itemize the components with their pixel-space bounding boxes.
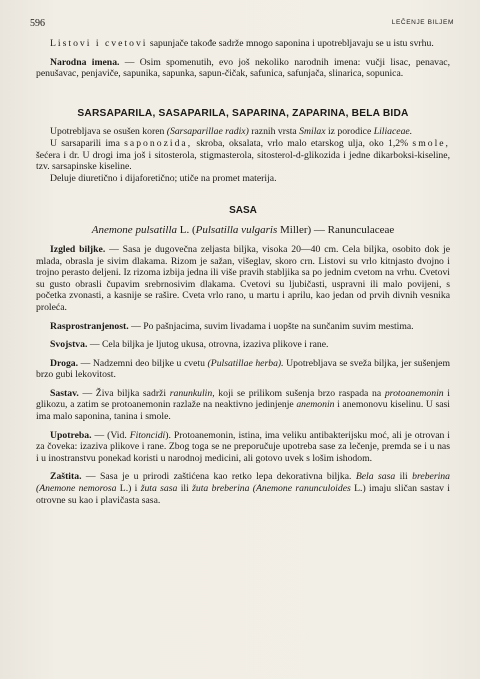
latin-term: (Sarsaparillae radix)	[166, 126, 249, 138]
protection-paragraph	[36, 471, 450, 506]
latin-term: Bela sasa	[355, 471, 396, 483]
folk-names-paragraph	[36, 57, 450, 80]
intro-paragraph	[36, 38, 450, 50]
latin-term: Liliaceae.	[373, 126, 413, 138]
sarsaparila-effect-paragraph: Deluje diuretično i dijaforetično; utiče na promet materija.	[50, 172, 277, 184]
paragraph-text: — Osim spomenutih, evo još nekoliko narodnih imena: vučji lisac, penavac, penušavac, penjaviče, sapunika, sapunka, sapun-čičak, safunica, safunjača, slinarica, sopunica.	[36, 56, 450, 80]
paragraph-text: — Po pašnjacima, suvim livadama i uopšte na sunčanim suvim mestima.	[128, 320, 414, 332]
paragraph-text: ili	[177, 483, 193, 495]
spaced-term: smole,	[412, 137, 450, 149]
drug-paragraph	[36, 358, 450, 381]
latin-term: (Pulsatillae herba).	[207, 357, 284, 369]
page-header	[30, 18, 454, 32]
paragraph-text: — Sasa je dugovečna zeljasta biljka, visoka 20—40 cm. Cela biljka, osobito dok je mlada, obrasla je sivim dlakama. Rizom je sažan, višeglav, skoro crn. Listovi su vrlo kitnjasto dvojno i trojno perasto deljeni. Iz rizoma izbija jedna ili više pravih stabljika sa po jednim cvetom na vrhu. Cvetovi su gusto obrasli čupavim srebrnosivim dlakama. Cvetovi su ljubičasti, uspravni ili malo povijeni, s početka zvonasti, a kasnije se raširе. Cveta vrlo rano, u martu i aprilu, kao jedan od prvih divnih vesnika proleća.	[36, 243, 450, 313]
sasa-heading: SASA	[229, 205, 257, 217]
latin-term: žuta sasa	[140, 483, 178, 495]
section-label: Zaštita.	[50, 471, 82, 483]
paragraph-text: i glikozu, a zatim se protoanemonin razlaže na neaktivno jedinjenje	[36, 387, 450, 411]
paragraph-text: ili	[395, 471, 413, 483]
paragraph-text: L.) i	[116, 483, 141, 495]
paragraph-text: L.) imaju sličan sastav i otrovne su kao i plavičasta sasa.	[36, 483, 451, 506]
sarsaparila-usage-paragraph	[36, 126, 450, 138]
latin-term: protoanemonin	[384, 387, 444, 399]
paragraph-text: raznih vrsta	[248, 126, 300, 138]
latin-term: Smilax	[299, 126, 326, 138]
paragraph-text: šećera i dr. U drogi ima još i sitosterola, stigmasterola, sitosterol-d-glikozida i jedne dikarboksi-kiseline, tzv. sarsapinske kiseline.	[36, 149, 450, 173]
section-label: Svojstva.	[50, 339, 88, 351]
paragraph-text: — (Vid.	[91, 429, 130, 441]
latin-term: breberina (Anemone nemorosa	[36, 471, 450, 495]
paragraph-text: — Nadzemni deo biljke u cvetu	[78, 357, 208, 369]
section-label: Droga.	[50, 357, 79, 369]
paragraph-text: sapunjače takođe sadrže mnogo saponina i upotrebljavaju se u istu svrhu.	[147, 38, 434, 49]
composition-paragraph	[36, 388, 450, 423]
paragraph-text: Miller) — Ranunculaceae	[277, 223, 395, 236]
page-body	[36, 38, 450, 506]
section-label: Rasprostranjenost.	[50, 320, 129, 332]
usage-paragraph	[36, 430, 450, 465]
folk-names-label: Narodna imena.	[50, 56, 120, 68]
paragraph-text: ). Protoanemonin, istina, ima veliku antibakterijsku moć, ali je otrovan i za čoveka: izaziva plikove i rane. Zbog toga se ne preporučuje upotreba sase za lečenje, premda se i u nas i u inostranstvu ponekad koristi u narodnoj medicini, ali gotovo uvek s lošim ishodom.	[36, 429, 450, 464]
paragraph-text: iz porodice	[325, 126, 374, 138]
sarsaparila-composition-paragraph	[36, 138, 450, 173]
paragraph-text: i anemonovu kiselinu. U sasi ima malo saponina, tanina i smole.	[36, 399, 451, 423]
spaced-term: saponozida,	[124, 137, 193, 149]
section-label: Upotreba.	[50, 429, 92, 441]
latin-term: Pulsatilla vulgaris	[195, 223, 278, 236]
latin-term: anemonin	[296, 399, 335, 411]
paragraph-text: Upotrebljava se osušen koren	[50, 126, 167, 138]
paragraph-text: skroba, oksalata, vrlo malo etarskog ulja, oko 1,2%	[192, 137, 413, 149]
paragraph-text: U sarsaparili ima	[50, 137, 125, 149]
paragraph-text: — Sasa je u prirodi zaštićena kao retko lepa dekorativna biljka.	[81, 471, 356, 483]
paragraph-text: — Živa biljka sadrži	[78, 387, 170, 399]
latin-term: žuta breberina (Anemone ranunculoides	[192, 483, 351, 495]
distribution-paragraph	[36, 321, 450, 333]
latin-term: Anemone pulsatilla	[91, 223, 178, 236]
section-label: Sastav.	[50, 387, 79, 399]
latin-term: ranunkulin,	[169, 387, 215, 399]
sarsaparila-heading: SARSAPARILA, SASAPARILA, SAPARINA, ZAPARINA, BELA BIDA	[77, 107, 409, 119]
species-line	[36, 224, 450, 237]
section-label: Izgled biljke.	[50, 243, 106, 255]
paragraph-text: Upotrebljava se sveža biljka, jer sušenjem brzo gubi lekovitost.	[36, 357, 451, 381]
page-number: 596	[30, 18, 45, 29]
paragraph-text: — Cela biljka je ljutog ukusa, otrovna, izaziva plikove i rane.	[87, 339, 329, 351]
properties-paragraph	[36, 339, 450, 351]
paragraph-text: L. (	[177, 223, 196, 236]
paragraph-text: koji se prilikom sušenja brzo raspada na	[214, 387, 385, 399]
latin-term: Fitoncidi	[129, 429, 166, 441]
spaced-term: Listovi i cvetovi	[50, 38, 148, 49]
appearance-paragraph	[36, 244, 450, 314]
running-title: LEČENJE BILJEM	[391, 19, 454, 26]
